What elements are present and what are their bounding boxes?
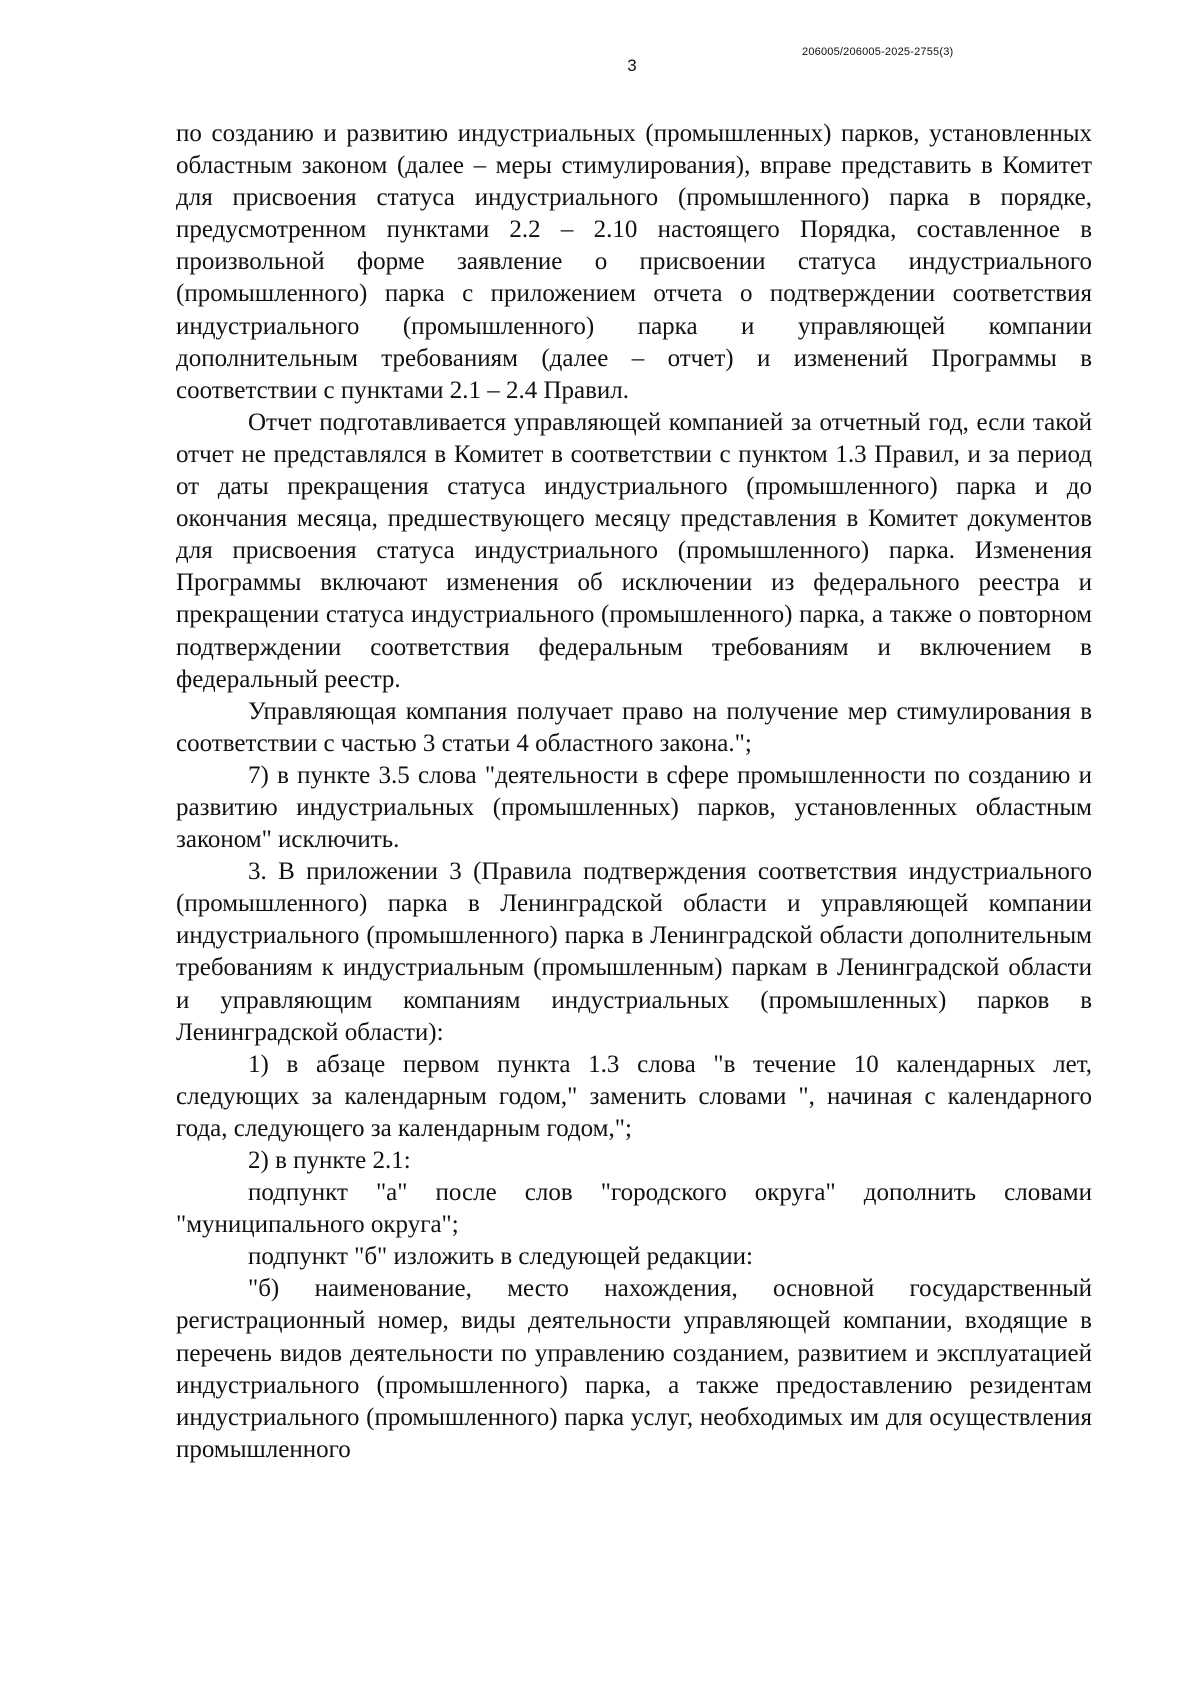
document-id: 206005/206005-2025-2755(3) [802,46,954,58]
document-body [176,118,1092,1466]
paragraph: по созданию и развитию индустриальных (промышленных) парков, установленных областным законом (далее – меры стимулирования), вправе представить в Комитет для присвоения статуса индустриального (промышленного) парка в порядке, предусмотренном пунктами 2.2 – 2.10 настоящего Порядка, составленное в произвольной форме заявление о присвоении статуса индустриального (промышленного) парка с приложением отчета о подтверждении соответствия индустриального (промышленного) парка и управляющей компании дополнительным требованиям (далее – отчет) и изменений Программы в соответствии с пунктами 2.1 – 2.4 Правил. [176,120,1092,404]
paragraph: 7) в пункте 3.5 слова "деятельности в сфере промышленности по созданию и развитию индустриальных (промышленных) парков, установленных областным законом" исключить. [176,761,1092,854]
paragraph: "б) наименование, место нахождения, основной государственный регистрационный номер, виды деятельности управляющей компании, входящие в перечень видов деятельности по управлению созданием, развитием и эксплуатацией индустриального (промышленного) парка, а также предоставлению резидентам индустриального (промышленного) парка услуг, необходимых им для осуществления промышленного [176,1275,1092,1463]
paragraph: подпункт "а" после слов "городского округа" дополнить словами "муниципального округа"; [176,1179,1092,1239]
page-number: 3 [627,56,637,75]
paragraph: 2) в пункте 2.1: [248,1147,411,1174]
paragraph: подпункт "б" изложить в следующей редакции: [248,1243,753,1271]
paragraph: Управляющая компания получает право на получение мер стимулирования в соответствии с частью 3 статьи 4 областного закона."; [176,697,1092,757]
paragraph: 1) в абзаце первом пункта 1.3 слова "в течение 10 календарных лет, следующих за календарным годом," заменить словами ", начиная с календарного года, следующего за календарным годом,"; [176,1050,1092,1142]
paragraph: 3. В приложении 3 (Правила подтверждения соответствия индустриального (промышленного) парка в Ленинградской области и управляющей компании индустриального (промышленного) парка в Ленинградской области дополнительным требованиям к индустриальным (промышленным) паркам в Ленинградской области и управляющим компаниям индустриальных (промышленных) парков в Ленинградской области): [176,858,1092,1046]
paragraph: Отчет подготавливается управляющей компанией за отчетный год, если такой отчет не представлялся в Комитет в соответствии с пунктом 1.3 Правил, и за период от даты прекращения статуса индустриального (промышленного) парка и до окончания месяца, предшествующего месяцу представления в Комитет документов для присвоения статуса индустриального (промышленного) парка. Изменения Программы включают изменения об исключении из федерального реестра и прекращении статуса индустриального (промышленного) парка, а также о повторном подтверждении соответствия федеральным требованиям и включением в федеральный реестр. [176,408,1092,693]
